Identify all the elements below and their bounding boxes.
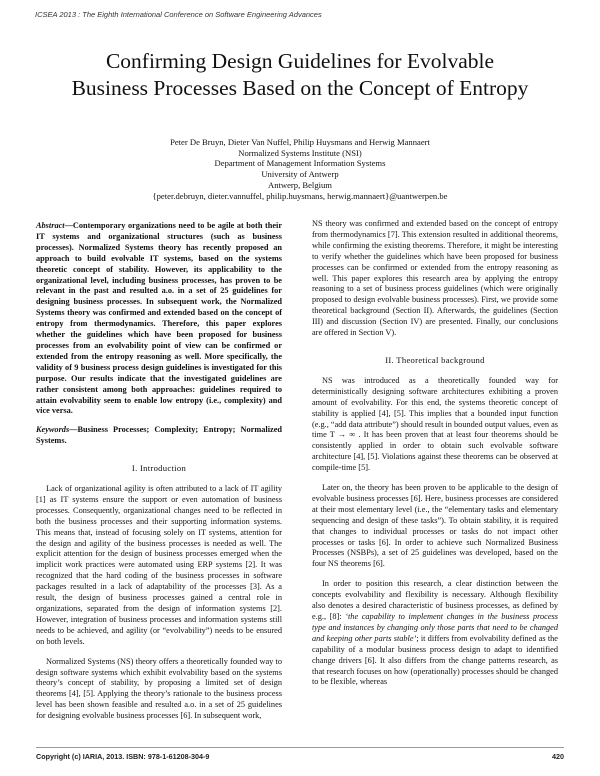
abstract-label: Abstract — [36, 221, 65, 230]
title-line-2: Business Processes Based on the Concept of Entropy — [71, 76, 529, 100]
quoted-definition: ‘the capability to implement changes in the business process type and instances by changing only those parts that need to be changed and keeping other parts stable’ — [312, 612, 559, 643]
paragraph: Normalized Systems (NS) theory offers a theoretically founded way to design software systems which exhibit evolvability based on the systems theory’s concept of stability, by proposing a limited set of design theorems [4], [5]. Applying the theory’s rationale to the business process level has been shown feasible and resulted a.o. in a set of 25 guidelines for designing evolvable business processes [6]. In subsequent work, — [36, 656, 282, 721]
footer-divider — [36, 747, 564, 748]
left-column — [36, 221, 282, 722]
title-line-1: Confirming Design Guidelines for Evolvable — [105, 49, 495, 73]
affiliation-line: Antwerp, Belgium — [268, 179, 332, 190]
right-column — [312, 219, 558, 688]
paragraph-part: In order to position this research, a clear distinction between the concepts evolvability and flexibility is necessary. Although flexibility also denotes a desired characteristic of business processes, as defined by e.g., [8]: — [312, 579, 558, 621]
paragraph: NS theory was confirmed and extended based on the concept of entropy from thermodynamics [7]. This extension resulted in additional theorems, while confirming the existing theorems. Therefore, it might be interesting to verify whether the guidelines which have been proposed for business processes can be confirmed or extended from the entropy reasoning as well. This paper explores this research area by applying the entropy reasoning to a set of business process guidelines (which were originally proposed to design evolvable business processes). First, we provide some theoretical background (Section II). Afterwards, the guidelines (Section III) and discussion (Section IV) are presented. Finally, our conclusions are offered in Section V). — [312, 219, 558, 338]
paragraph: Lack of organizational agility is often attributed to a lack of IT agility [1] as IT systems ensure the support or even automation of business processes. Consequently, organizational changes need to be reflected in both the business processes and their supporting information systems. This means that, instead of focusing solely on IT systems, attention for the design and agility of the business processes is needed as well. The explicit attention for the design of business processes emerged when the implicit work practices were automated using ERP systems [2]. It was recognized that the hard coding of the business processes in software packages resulted in a lack of adaptability of the processes [3]. As a result, the design of business processes gained a central role in organizations, separated from the design of information systems [2]. However, integration of business processes and information systems still needs to be achieved, and agility (or “evolvability”) needs to be ensured on both levels. — [36, 484, 282, 646]
paragraph: Later on, the theory has been proven to be applicable to the design of evolvable business processes [6]. Here, business processes are considered at their most elementary level (i.e., the “elementary tasks and elementary sequencing and design of these tasks”). To obtain stability, it is required that changes to individual processes or tasks do not impact other processes or tasks [6]. In order to achieve such Normalized Business Processes (NSBPs), a set of 25 guidelines was developed, based on the four NS theorems [6]. — [312, 483, 558, 569]
paragraph: NS was introduced as a theoretically founded way for deterministically designing software architectures exhibiting a proven amount of evolvability. For this end, the systems theoretic concept of stability is applied [4], [5]. This implies that a bounded input function (e.g., “add data attribute”) should result in bounded output values, even as time T → ∞ . It has been proven that at least four theorems should be consistently applied in order to obtain such evolvable software architecture [4], [5]. Violations against these theorems can be observed at compile-time [5]. — [312, 375, 558, 473]
keywords-text: —Business Processes; Complexity; Entropy; Normalized Systems. — [36, 425, 282, 446]
copyright-notice: Copyright (c) IARIA, 2013. ISBN: 978-1-61208-304-9 — [36, 752, 210, 761]
affiliation-line: Normalized Systems Institute (NSI) — [238, 147, 362, 158]
keywords-label: Keywords — [36, 425, 70, 435]
affiliation-line: Department of Management Information Systems — [214, 158, 386, 169]
abstract — [36, 221, 282, 417]
author-names: Peter De Bruyn, Dieter Van Nuffel, Philip Huysmans and Herwig Mannaert — [170, 137, 430, 147]
paper-title — [40, 48, 560, 102]
conference-header: ICSEA 2013 : The Eighth International Conference on Software Engineering Advances — [35, 10, 322, 19]
section-heading-background: II. Theoretical background — [385, 354, 485, 365]
paragraph-part: ; it differs from evolvability defined as the capability of a modular business process design to adapt to identified change drivers [6]. It also differs from the change patterns research, as that research focuses on how (operationally) processes should be changed to be flexible, whereas — [312, 633, 558, 687]
abstract-text: —Contemporary organizations need to be agile at both their IT systems and organizational structures (such as business processes). Normalized Systems theory has recently proposed an approach to build evolvable IT systems, based on the systems theoretic concept of stability. However, its applicability to the organizational level, including business processes, has proven to be relevant in the past and resulted a.o. in a set of 25 guidelines for designing business processes. In subsequent work, the Normalized Systems theory was confirmed and extended based on the concept of entropy from thermodynamics. Therefore, this paper explores whether the guidelines which have been proposed for business processes from an evolvability point of view can be confirmed or extended from the entropy reasoning as well. More specifically, the validity of 9 business process design guidelines is investigated for this purpose. Our results indicate that the investigated guidelines are rather consistent among both approaches: guidelines required to attain evolvability seem to enable low entropy (i.e., complexity) and vice versa. — [36, 221, 282, 416]
affiliation-line: University of Antwerp — [261, 169, 339, 180]
section-heading-introduction: I. Introduction — [131, 463, 187, 474]
keywords — [36, 425, 282, 447]
author-emails: {peter.debruyn, dieter.vannuffel, philip.huysmans, herwig.mannaert}@uantwerpen.be — [152, 190, 448, 201]
paragraph — [312, 579, 558, 688]
page-number: 420 — [552, 752, 564, 761]
author-block — [60, 137, 540, 201]
